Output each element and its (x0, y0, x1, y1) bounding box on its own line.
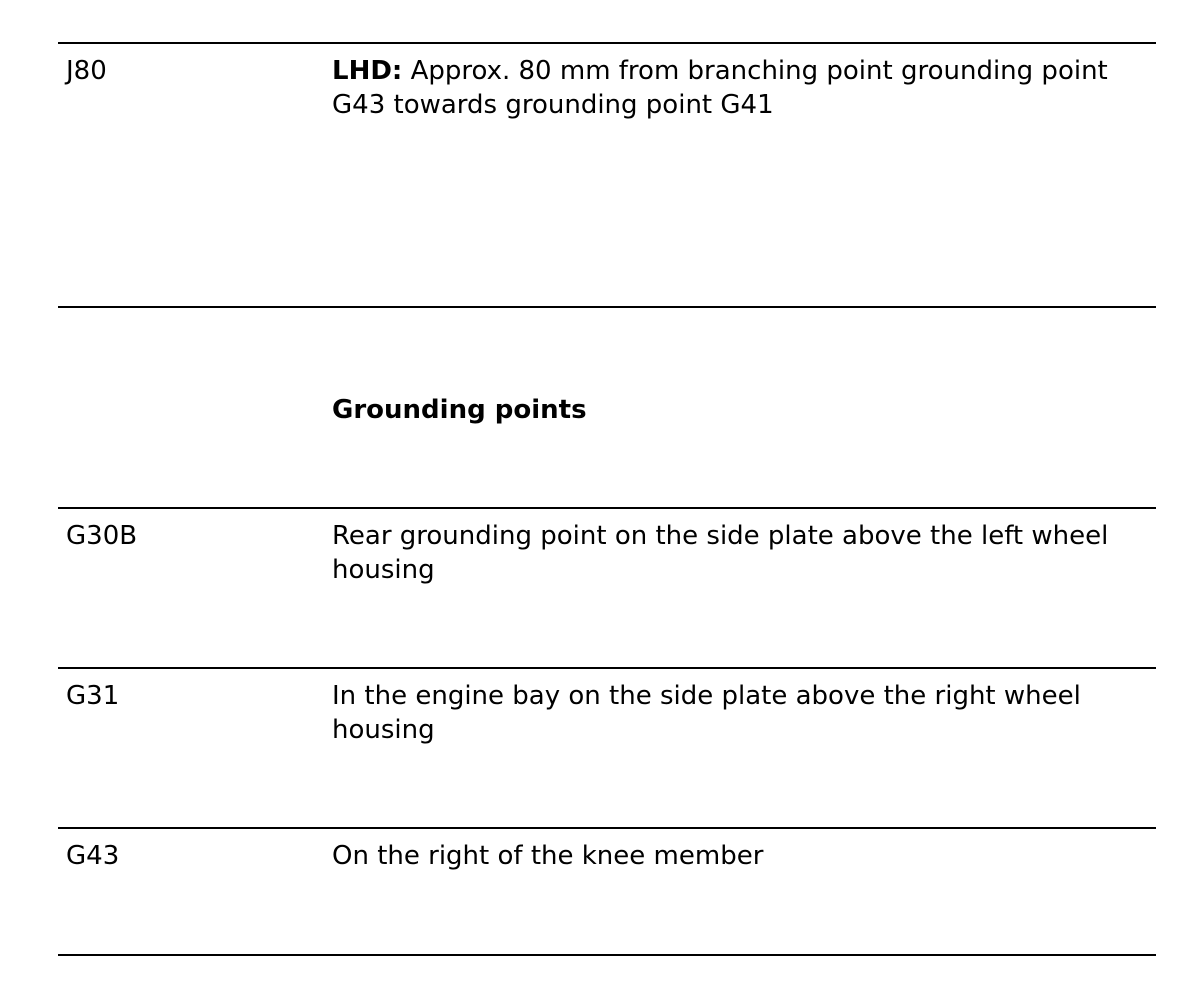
grounding-point-description: Rear grounding point on the side plate above the left wheel housing (332, 521, 1109, 585)
table-rule (58, 827, 1156, 829)
grounding-point-description: In the engine bay on the side plate above the right wheel housing (332, 681, 1081, 745)
connector-description-text: Approx. 80 mm from branching point grounding point G43 towards grounding point G41 (332, 56, 1108, 120)
grounding-point-description: On the right of the knee member (332, 841, 764, 871)
table-rule (58, 306, 1156, 308)
table-rule-top (58, 42, 1156, 44)
table-rule (58, 507, 1156, 509)
table-rule-bottom (58, 954, 1156, 956)
table-rule (58, 667, 1156, 669)
connector-description (332, 54, 1147, 122)
grounding-point-code: G31 (66, 681, 120, 711)
connector-code: J80 (66, 56, 107, 86)
grounding-point-code: G30B (66, 521, 138, 551)
grounding-point-code: G43 (66, 841, 120, 871)
lhd-label: LHD: (332, 56, 403, 86)
section-heading: Grounding points (332, 395, 587, 425)
